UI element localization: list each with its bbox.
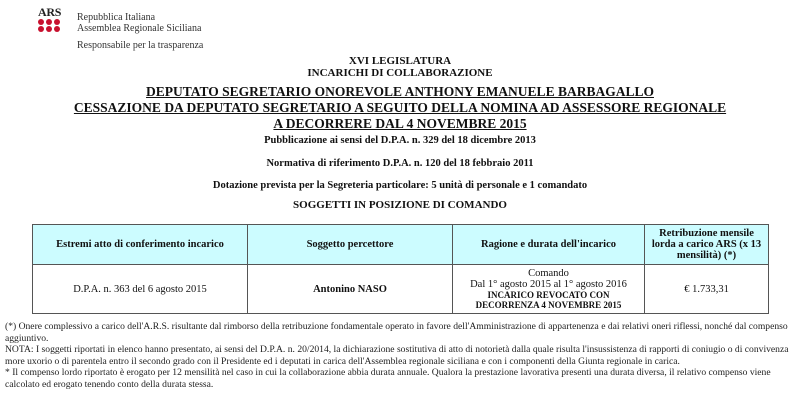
institution-name xyxy=(77,12,201,34)
staffing-line: Dotazione prevista per la Segreteria particolare: 5 unità di personale e 1 comandato xyxy=(212,180,588,191)
subjects-heading: SOGGETTI IN POSIZIONE DI COMANDO xyxy=(293,199,507,211)
ars-emblem-icon xyxy=(38,19,60,33)
logo-text: ARS xyxy=(38,5,62,19)
publication-line: Pubblicazione ai sensi del D.P.A. n. 329 del 18 dicembre 2013 xyxy=(264,135,536,146)
institution-line1: Repubblica Italiana xyxy=(77,12,156,23)
header-reason: Ragione e durata dell'incarico xyxy=(453,225,645,265)
cell-recipient: Antonino NASO xyxy=(248,265,453,314)
table-header-row xyxy=(33,225,769,265)
footnote-declaration: NOTA: I soggetti riportati in elenco hanno presentato, ai sensi del D.P.A. n. 20/2014, la dichiarazione sostitutiva di atto di notorietà dalla quale risulta l'insussistenza di rapporti di coniugio o di convivenza more uxorio o di parentela entro il secondo grado con il Presidente ed i deputati in carica dell'Assemblea regionale siciliana e con i componenti della Giunta regionale in carica. xyxy=(5,344,789,367)
footnote-compensation: * Il compenso lordo riportato è erogato per 12 mensilità nel caso in cui la collaborazione abbia durata annuale. Qualora la prestazione lavorativa presenti una durata diversa, il relativo compenso viene calcolato ed erogato tenendo conto della durata stessa. xyxy=(5,367,771,390)
responsible-label: Responsabile per la trasparenza xyxy=(77,40,204,51)
reason-revoked: INCARICO REVOCATO CON DECORRENZA 4 NOVEMBRE 2015 xyxy=(475,290,622,310)
cell-act: D.P.A. n. 363 del 6 agosto 2015 xyxy=(33,265,248,314)
ars-logo xyxy=(38,6,62,33)
institution-line2: Assemblea Regionale Siciliana xyxy=(77,23,202,34)
header-salary: Retribuzione mensile lorda a carico ARS (x 13 mensilità) (*) xyxy=(645,225,769,265)
header-act: Estremi atto di conferimento incarico xyxy=(33,225,248,265)
header-recipient: Soggetto percettore xyxy=(248,225,453,265)
assignments-table xyxy=(32,224,769,314)
deputy-title: DEPUTATO SEGRETARIO ONOREVOLE ANTHONY EMANUELE BARBAGALLO xyxy=(146,84,654,99)
section-title: INCARICHI DI COLLABORAZIONE xyxy=(307,67,493,79)
cessation-title: CESSAZIONE DA DEPUTATO SEGRETARIO A SEGUITO DELLA NOMINA AD ASSESSORE REGIONALE xyxy=(73,100,727,115)
reason-type: Comando xyxy=(528,268,569,279)
footnote-cost: (*) Onere complessivo a carico dell'A.R.S. risultante dal rimborso della retribuzione fondamentale operato in favore dell'Amministrazione di appartenenza e dai relativi oneri riflessi, nonché dal compenso aggiuntivo. xyxy=(5,321,788,344)
reason-duration: Dal 1° agosto 2015 al 1° agosto 2016 xyxy=(470,279,627,290)
footnotes xyxy=(5,321,795,391)
table-row xyxy=(33,265,769,314)
reference-line: Normativa di riferimento D.P.A. n. 120 del 18 febbraio 2011 xyxy=(266,158,534,169)
cell-reason xyxy=(453,265,645,314)
effective-date-title: A DECORRERE DAL 4 NOVEMBRE 2015 xyxy=(273,116,527,131)
legislature-title: XVI LEGISLATURA xyxy=(348,55,452,67)
cell-salary: € 1.733,31 xyxy=(645,265,769,314)
